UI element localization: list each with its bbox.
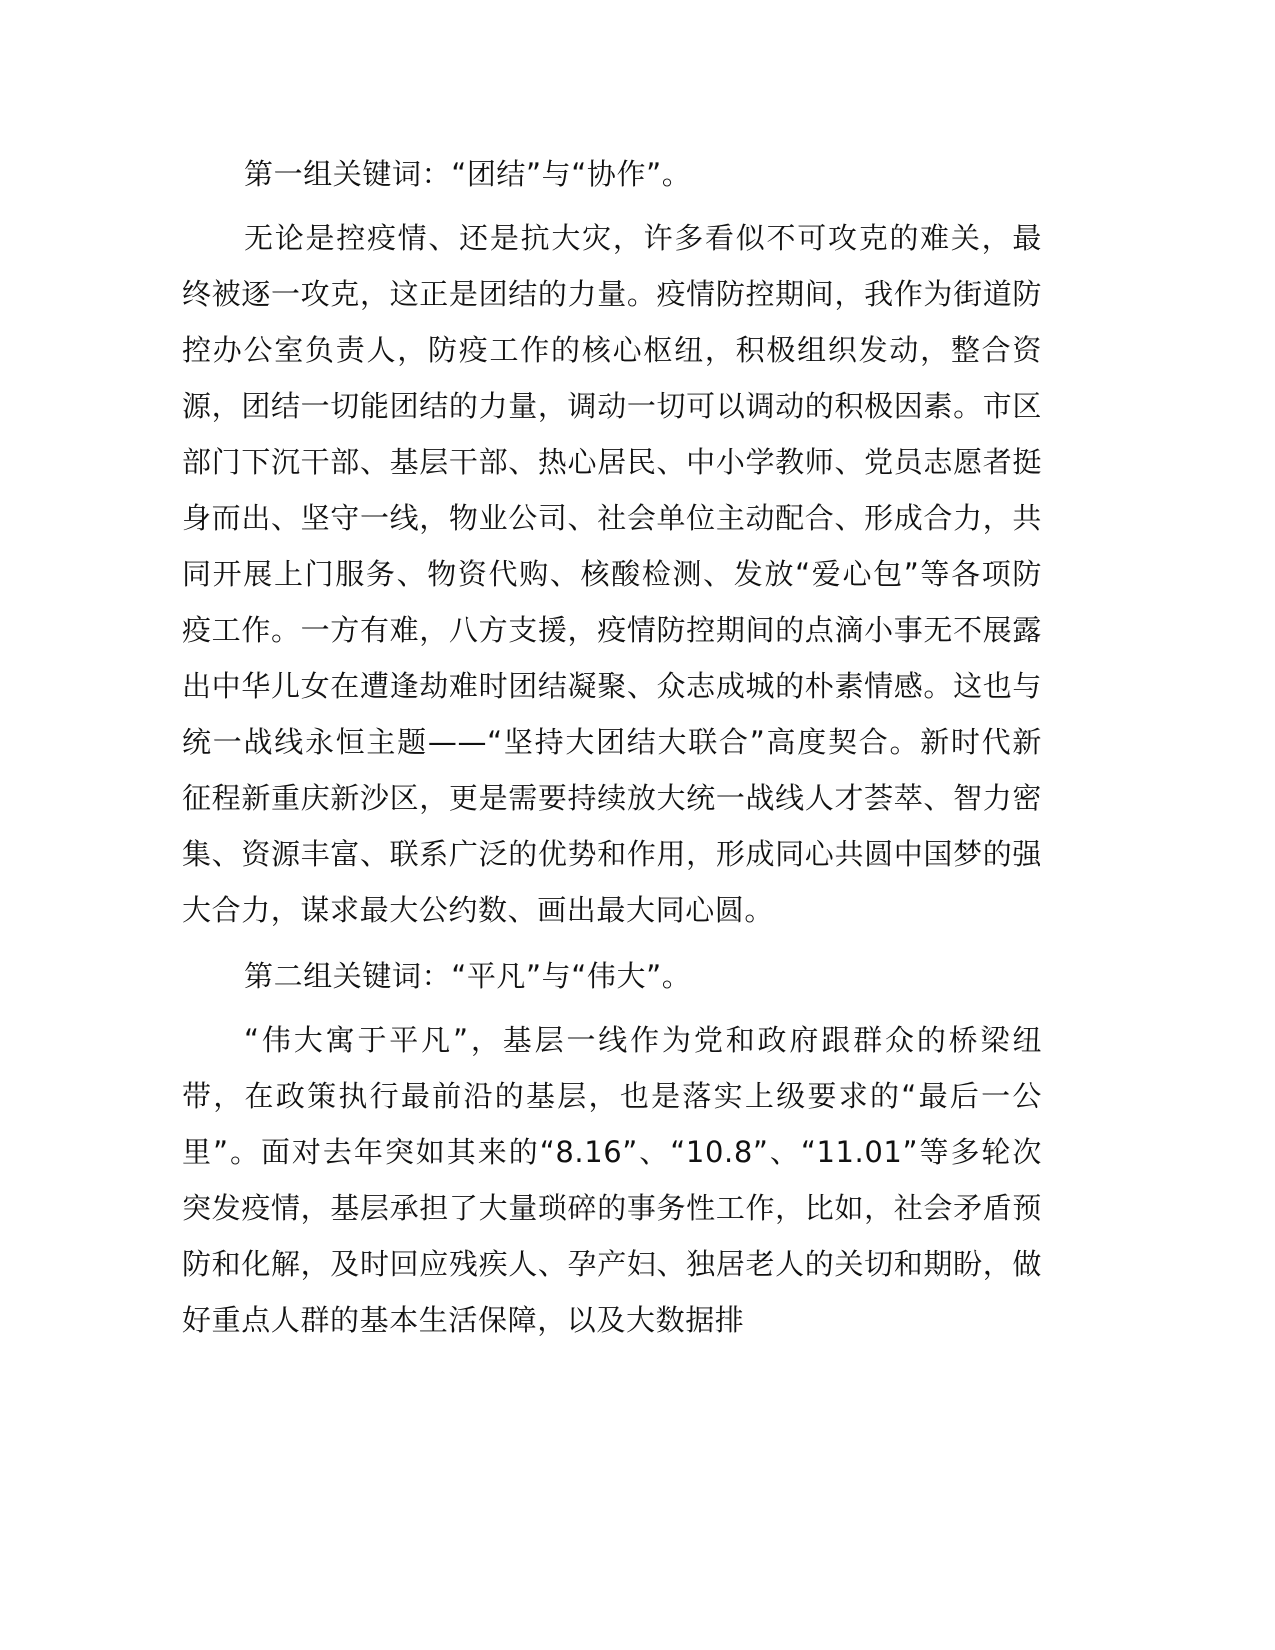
section-heading-1: 第一组关键词：“团结”与“协作”。 (244, 157, 692, 191)
section-heading-2: 第二组关键词：“平凡”与“伟大”。 (244, 959, 692, 993)
body-paragraph-2: “伟大寓于平凡”，基层一线作为党和政府跟群众的桥梁纽带，在政策执行最前沿的基层，也是落实上级要求的“最后一公里”。面对去年突如其来的“8.16”、“10.8”、“11.01”等多轮次突发疫情，基层承担了大量琐碎的事务性工作，比如，社会矛盾预防和化解，及时回应残疾人、孕产妇、独居老人的关切和期盼，做好重点人群的基本生活保障，以及大数据排 (182, 1023, 1042, 1337)
body-paragraph-1: 无论是控疫情、还是抗大灾，许多看似不可攻克的难关，最终被逐一攻克，这正是团结的力量。疫情防控期间，我作为街道防控办公室负责人，防疫工作的核心枢纽，积极组织发动，整合资源，团结一切能团结的力量，调动一切可以调动的积极因素。市区部门下沉干部、基层干部、热心居民、中小学教师、党员志愿者挺身而出、坚守一线，物业公司、社会单位主动配合、形成合力，共同开展上门服务、物资代购、核酸检测、发放“爱心包”等各项防疫工作。一方有难，八方支援，疫情防控期间的点滴小事无不展露出中华儿女在遭逢劫难时团结凝聚、众志成城的朴素情感。这也与统一战线永恒主题——“坚持大团结大联合”高度契合。新时代新征程新重庆新沙区，更是需要持续放大统一战线人才荟萃、智力密集、资源丰富、联系广泛的优势和作用，形成同心共圆中国梦的强大合力，谋求最大公约数、画出最大同心圆。 (182, 221, 1042, 927)
document-body (182, 146, 1042, 1358)
